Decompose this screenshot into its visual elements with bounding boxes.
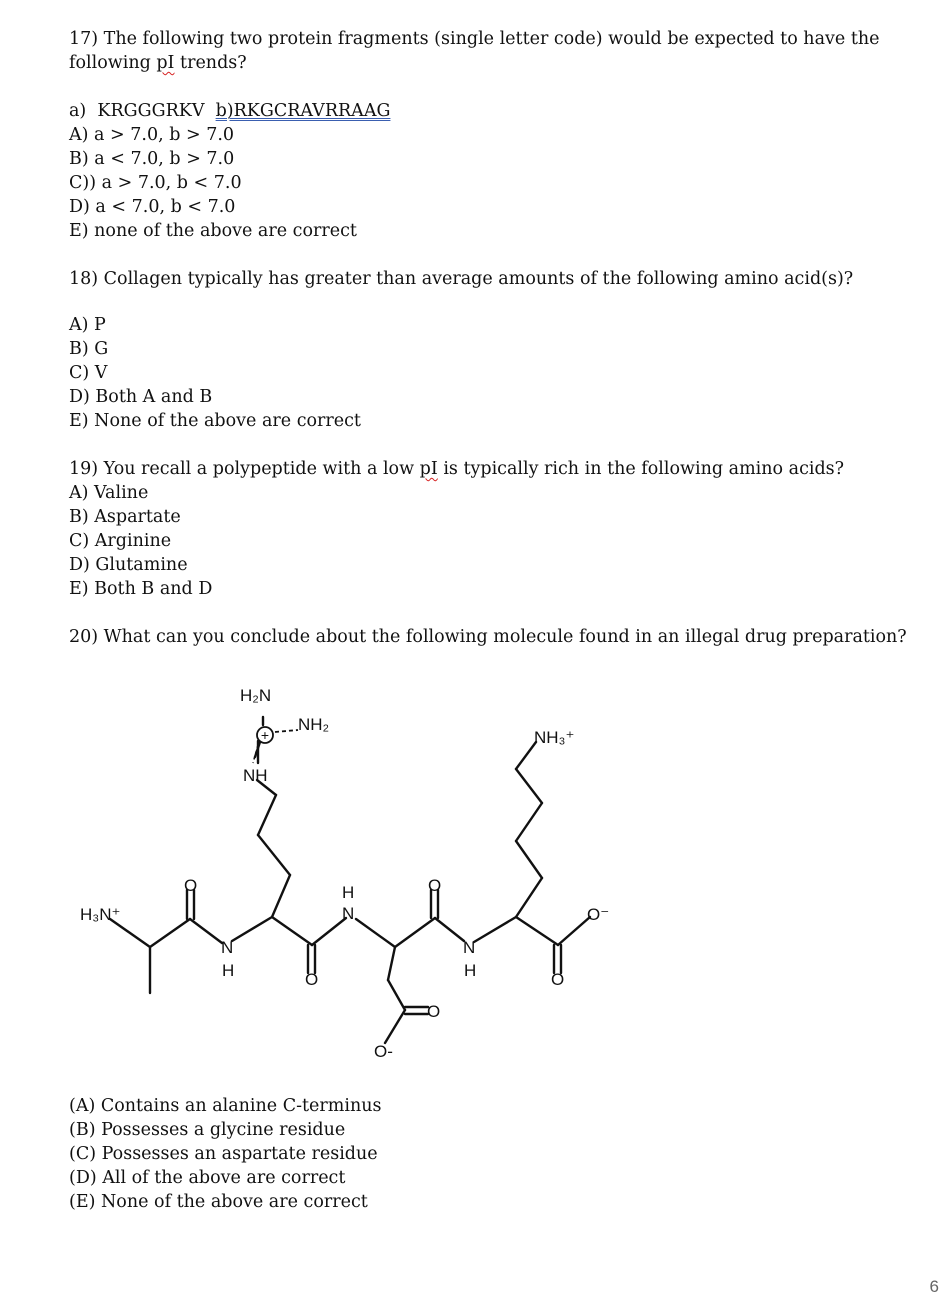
- lysine-amine-label: NH₃⁺: [534, 728, 575, 747]
- guanidino-plus-sign: +: [260, 727, 270, 743]
- amide-nitrogen-1: N: [221, 938, 234, 957]
- q18-option-c: C) V: [69, 363, 108, 383]
- amide-nitrogen-2: N: [342, 904, 355, 923]
- q19-text-post: is typically rich in the following amino acids?: [437, 459, 845, 479]
- q17-question-line1: 17) The following two protein fragments (single letter code) would be expected to have the: [69, 29, 880, 49]
- q20-question: 20) What can you conclude about the following molecule found in an illegal drug preparation?: [69, 627, 907, 647]
- q17-fragment-a: a) KRGGGRKV: [69, 101, 216, 121]
- amide-nitrogen-3: N: [463, 938, 476, 957]
- amide-hydrogen-1: H: [222, 961, 235, 980]
- q20-option-a: (A) Contains an alanine C-terminus: [69, 1096, 382, 1116]
- q19-option-b: B) Aspartate: [69, 507, 181, 527]
- q19-option-e: E) Both B and D: [69, 579, 213, 599]
- q20-option-c: (C) Possesses an aspartate residue: [69, 1144, 378, 1164]
- q20-option-b: (B) Possesses a glycine residue: [69, 1120, 346, 1140]
- aspartate-oxygen-minus: O-: [374, 1042, 393, 1061]
- q19-text-pre: 19) You recall a polypeptide with a low: [69, 459, 420, 479]
- q19-question: [69, 457, 844, 481]
- q17-option-e: E) none of the above are correct: [69, 221, 357, 241]
- peptide-structure-diagram: [70, 675, 630, 1065]
- q17-option-d: D) a < 7.0, b < 7.0: [69, 197, 236, 217]
- q17-pi-term: pI: [156, 53, 175, 73]
- c-terminus-carbonyl-oxygen: O: [551, 970, 565, 989]
- amide-hydrogen-2: H: [342, 883, 355, 902]
- guanidino-dashed-bond: [275, 730, 298, 732]
- q19-pi-term: pI: [419, 459, 438, 479]
- q19-option-a: A) Valine: [69, 483, 149, 503]
- q17-text-post: trends?: [174, 53, 247, 73]
- guanidino-h2n-label: H₂N: [240, 686, 272, 705]
- q17-question-line2: [69, 51, 247, 75]
- c-terminus-carboxylate-oxygen: O⁻: [587, 905, 610, 924]
- q18-option-a: A) P: [69, 315, 106, 335]
- q20-option-d: (D) All of the above are correct: [69, 1168, 346, 1188]
- carbonyl-oxygen-3: O: [428, 876, 442, 895]
- q17-fragment-b: b)RKGCRAVRRAAG: [215, 101, 391, 121]
- q18-option-d: D) Both A and B: [69, 387, 213, 407]
- q17-text-pre: following: [69, 53, 157, 73]
- q17-fragments: [69, 99, 390, 123]
- q19-option-c: C) Arginine: [69, 531, 172, 551]
- page-number: 6: [929, 1277, 939, 1296]
- molecule-bonds: [110, 717, 590, 1043]
- q20-option-e: (E) None of the above are correct: [69, 1192, 368, 1212]
- q17-option-a: A) a > 7.0, b > 7.0: [69, 125, 235, 145]
- q19-option-d: D) Glutamine: [69, 555, 188, 575]
- n-terminus-label: H₃N⁺: [80, 905, 121, 924]
- guanidino-nh2-label: NH₂: [298, 715, 330, 734]
- carbonyl-oxygen-2: O: [305, 970, 319, 989]
- q18-option-b: B) G: [69, 339, 109, 359]
- aspartate-carbonyl-oxygen: O: [427, 1002, 441, 1021]
- q17-option-b: B) a < 7.0, b > 7.0: [69, 149, 235, 169]
- q17-option-c: C)) a > 7.0, b < 7.0: [69, 173, 242, 193]
- amide-hydrogen-3: H: [464, 961, 477, 980]
- q18-question: 18) Collagen typically has greater than average amounts of the following amino acid(s)?: [69, 269, 854, 289]
- guanidino-nh-label: NH: [243, 766, 268, 785]
- carbonyl-oxygen-1: O: [184, 876, 198, 895]
- q18-option-e: E) None of the above are correct: [69, 411, 361, 431]
